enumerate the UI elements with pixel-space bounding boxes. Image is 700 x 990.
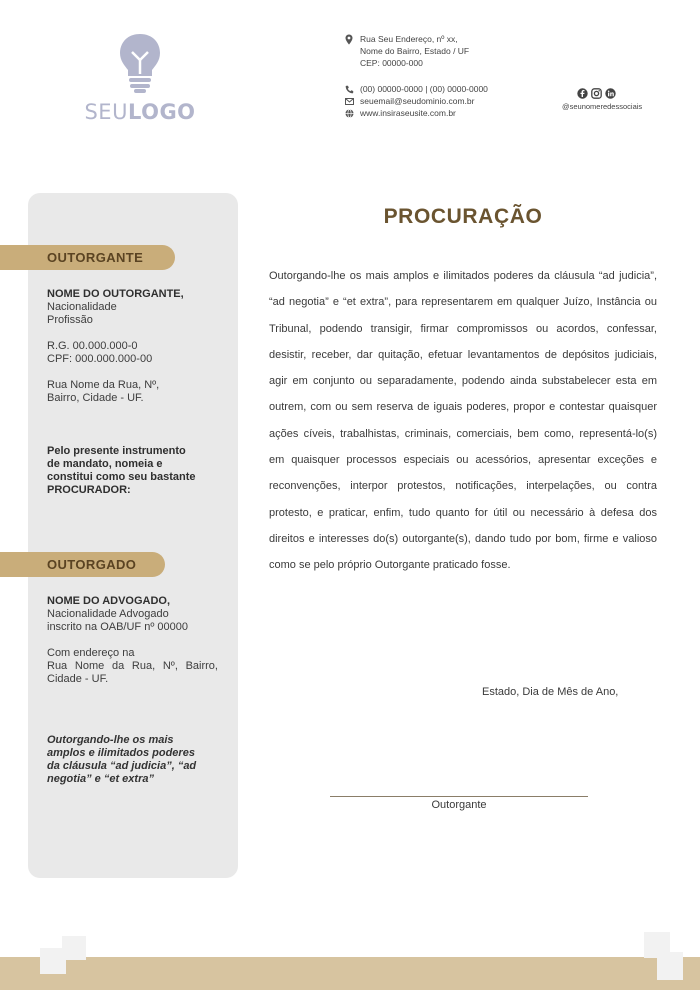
- outorgado-name: NOME DO ADVOGADO,: [47, 595, 171, 607]
- mandate-statement: [47, 445, 223, 497]
- phone-icon: [343, 83, 355, 95]
- signature-line: [330, 796, 588, 797]
- outorgado-label: OUTORGADO: [0, 552, 165, 577]
- email-address[interactable]: seuemail@seudominio.com.br: [360, 96, 475, 106]
- outorgado-city: Cidade - UF.: [47, 673, 109, 685]
- lightbulb-icon: [117, 32, 163, 94]
- power-of-attorney-text: Outorgando-lhe os mais amplos e ilimitados poderes da cláusula “ad judicia”, “ad negotia” e “et extra”, para representarem em qualquer Juízo, Instância ou Tribunal, podendo transigir, firmar compromissos ou acordos, confessar, desistir, receber, dar quitação, efetuar levantamentos de depósitos judiciais, agir em conjunto ou separadamente, podendo ainda substabelecer esta em outrem, com ou sem reserva de iguais poderes, propor e contestar quaisquer ações cíveis, trabalhistas, criminais, comerciais, bem como, representá-lo(s) em quaisquer processos especiais ou acessórios, apresentar exceções e reconvenções, interpor protestos, notificações, interpelações, ou contra protesto, e praticar, enfim, tudo quanto for útil ou necessário à defesa dos direitos e interesses do(s) outorgante(s), dando tudo por bom, firme e valioso como se pelo próprio Outorgante praticado fosse.: [269, 270, 657, 572]
- envelope-icon: [343, 95, 355, 107]
- facebook-icon[interactable]: [577, 88, 588, 99]
- document-title: PROCURAÇÃO: [383, 205, 543, 228]
- phone-row: [343, 83, 488, 95]
- powers-line: negotia” e “et extra”: [47, 773, 154, 785]
- outorgante-label: OUTORGANTE: [0, 245, 175, 270]
- powers-line: amplos e ilimitados poderes: [47, 747, 195, 759]
- company-logo: [84, 32, 196, 124]
- outorgante-rg: R.G. 00.000.000-0: [47, 340, 138, 352]
- outorgante-district: Bairro, Cidade - UF.: [47, 392, 144, 404]
- powers-line: Outorgando-lhe os mais: [47, 734, 174, 746]
- address-line-1: Rua Seu Endereço, nº xx,: [360, 34, 458, 44]
- outorgante-cpf: CPF: 000.000.000-00: [47, 353, 153, 365]
- social-handle[interactable]: @seunomeredessociais: [562, 102, 643, 111]
- phone-number: (00) 00000-0000 | (00) 0000-0000: [360, 84, 488, 94]
- outorgado-nationality: Nacionalidade Advogado: [47, 608, 169, 620]
- website-url[interactable]: www.insiraseusite.com.br: [360, 108, 456, 118]
- website-row: [343, 107, 488, 119]
- footer-band: [0, 957, 700, 990]
- outorgante-profession: Profissão: [47, 314, 93, 326]
- email-row: [343, 95, 488, 107]
- outorgado-oab: inscrito na OAB/UF nº 00000: [47, 621, 188, 633]
- outorgante-name: NOME DO OUTORGANTE,: [47, 288, 184, 300]
- instagram-icon[interactable]: [591, 88, 602, 99]
- place-and-date: Estado, Dia de Mês de Ano,: [482, 686, 619, 698]
- address-block: [343, 33, 488, 69]
- statement-line: de mandato, nomeia e: [47, 458, 163, 470]
- logo-wordmark: SEULOGO: [84, 100, 196, 124]
- address-line-3: CEP: 00000-000: [360, 58, 423, 68]
- location-pin-icon: [343, 33, 355, 45]
- outorgado-street: Rua Nome da Rua, Nº, Bairro,: [47, 660, 218, 672]
- outorgante-street: Rua Nome da Rua, Nº,: [47, 379, 160, 391]
- powers-line: da cláusula “ad judicia”, “ad: [47, 760, 197, 772]
- decorative-square: [657, 952, 683, 980]
- outorgante-details: [47, 288, 223, 405]
- statement-line: Pelo presente instrumento: [47, 445, 186, 457]
- powers-summary: [47, 734, 223, 786]
- social-media: [562, 88, 643, 111]
- linkedin-icon[interactable]: [605, 88, 616, 99]
- globe-icon: [343, 107, 355, 119]
- signature-label: Outorgante: [431, 799, 487, 811]
- outorgado-details: [47, 595, 223, 686]
- outorgado-address-intro: Com endereço na: [47, 647, 135, 659]
- outorgante-nationality: Nacionalidade: [47, 301, 117, 313]
- statement-line: constitui como seu bastante: [47, 471, 196, 483]
- contact-info: [343, 33, 488, 119]
- statement-line: PROCURADOR:: [47, 484, 131, 496]
- address-line-2: Nome do Bairro, Estado / UF: [360, 46, 470, 56]
- decorative-square: [40, 948, 66, 974]
